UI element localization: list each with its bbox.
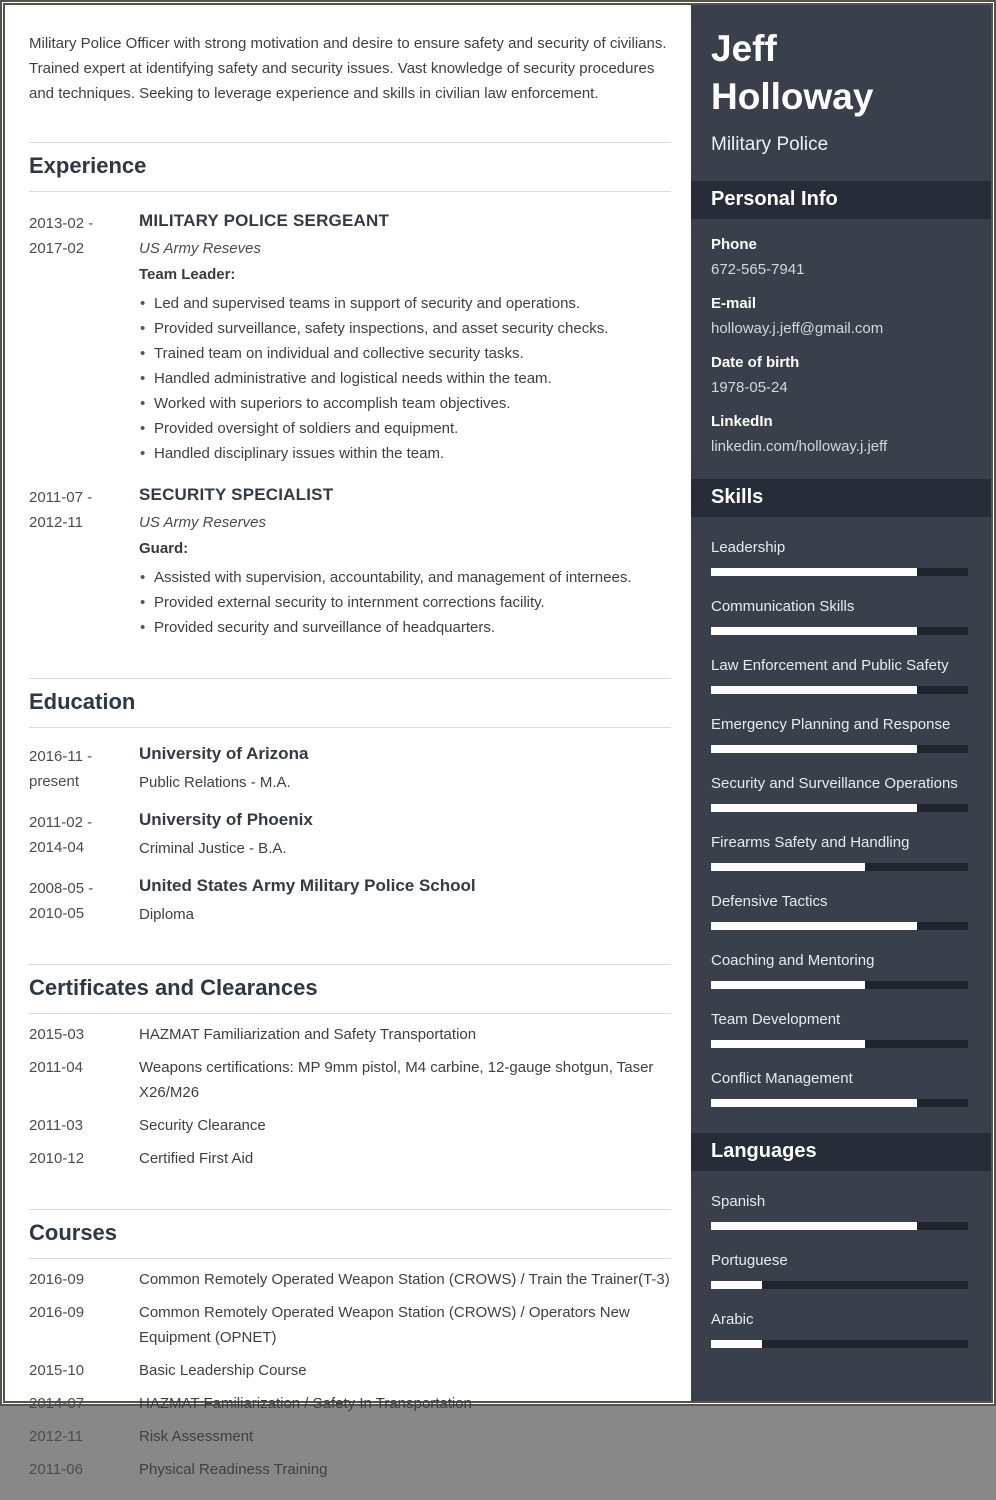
education-body <box>139 744 671 794</box>
certificate-date: 2015-03 <box>29 1026 85 1043</box>
professional-summary: Military Police Officer with strong motivation and desire to ensure safety and security of civilians. Trained expert at identifying safety and security issues. Vast knowledge of security procedures and techniques. Seeking to leverage experience and skills in civilian law enforcement. <box>29 35 667 102</box>
skill-name: Team Development <box>711 1011 841 1028</box>
section-certificates <box>29 964 671 1189</box>
school-name: University of Arizona <box>139 744 309 763</box>
personal-info-label: Date of birth <box>711 354 800 371</box>
skill-name: Defensive Tactics <box>711 893 828 910</box>
education-item <box>29 810 671 860</box>
job-date-start: 2013-02 - <box>29 215 94 232</box>
language-item <box>711 1193 968 1230</box>
skill-bar <box>711 863 968 871</box>
section-title-experience: Experience <box>29 143 671 192</box>
skill-bar <box>711 1099 968 1107</box>
personal-info-label: E-mail <box>711 295 757 312</box>
skills-list <box>691 539 991 1107</box>
personal-info-item <box>711 354 968 396</box>
skill-bar <box>711 1040 968 1048</box>
skill-bar <box>711 686 968 694</box>
course-row <box>29 1267 671 1292</box>
skill-bar <box>711 568 968 576</box>
bullet-item: • Led and supervised teams in support of security and operations. <box>139 291 671 316</box>
education-date-start: 2008-05 - <box>29 880 94 897</box>
job-title: SECURITY SPECIALIST <box>139 485 334 504</box>
job-dates <box>29 211 139 466</box>
language-name: Spanish <box>711 1193 766 1210</box>
education-dates <box>29 744 139 794</box>
job-bullet-list <box>139 291 671 466</box>
skill-item <box>711 952 968 989</box>
course-text: Physical Readiness Training <box>139 1461 328 1478</box>
skill-name: Firearms Safety and Handling <box>711 834 910 851</box>
bullet-item: • Worked with superiors to accomplish team objectives. <box>139 391 671 416</box>
skill-name: Communication Skills <box>711 598 855 615</box>
section-experience <box>29 142 671 658</box>
language-bar <box>711 1340 968 1348</box>
languages-list <box>691 1193 991 1348</box>
language-name: Arabic <box>711 1311 754 1328</box>
skill-bar-fill <box>711 627 917 635</box>
school-name: United States Army Military Police School <box>139 876 476 895</box>
course-date: 2014-07 <box>29 1395 85 1412</box>
job-date-end: 2012-11 <box>29 514 83 531</box>
email-value: holloway.j.jeff@gmail.com <box>711 320 884 337</box>
education-dates <box>29 876 139 926</box>
candidate-name: Jeff Holloway <box>711 28 874 117</box>
skill-item <box>711 539 968 576</box>
certificate-date: 2011-03 <box>29 1117 83 1134</box>
certificate-date: 2011-04 <box>29 1059 83 1076</box>
job-title: MILITARY POLICE SERGEANT <box>139 211 390 230</box>
course-date: 2016-09 <box>29 1271 85 1288</box>
education-item <box>29 876 671 926</box>
personal-info-item <box>711 236 968 278</box>
certificate-text: Security Clearance <box>139 1117 266 1134</box>
skill-bar-fill <box>711 686 917 694</box>
education-dates <box>29 810 139 860</box>
education-list <box>29 744 671 944</box>
main-column <box>5 5 691 1478</box>
bullet-item: • Assisted with supervision, accountability, and management of internees. <box>139 565 671 590</box>
skill-name: Coaching and Mentoring <box>711 952 875 969</box>
course-row <box>29 1358 671 1383</box>
skill-bar-fill <box>711 745 917 753</box>
education-date-start: 2011-02 - <box>29 814 93 831</box>
skill-bar-fill <box>711 863 865 871</box>
certificate-text: HAZMAT Familiarization and Safety Transportation <box>139 1026 477 1043</box>
section-title-courses: Courses <box>29 1210 671 1259</box>
bullet-item: • Handled administrative and logistical needs within the team. <box>139 366 671 391</box>
section-title-certificates: Certificates and Clearances <box>29 965 671 1014</box>
skill-bar <box>711 804 968 812</box>
linkedin-value: linkedin.com/holloway.j.jeff <box>711 438 888 455</box>
education-date-end: 2010-05 <box>29 905 85 922</box>
course-row <box>29 1457 671 1482</box>
certificates-list <box>29 1022 671 1189</box>
bullet-item: • Provided oversight of soldiers and equipment. <box>139 416 671 441</box>
courses-list <box>29 1267 671 1500</box>
job-dates <box>29 485 139 640</box>
job-body <box>139 485 671 640</box>
skill-item <box>711 775 968 812</box>
education-date-end: present <box>29 773 80 790</box>
skill-name: Conflict Management <box>711 1070 853 1087</box>
certificate-row <box>29 1113 671 1138</box>
degree: Public Relations - M.A. <box>139 774 291 791</box>
skill-item <box>711 893 968 930</box>
course-text: Common Remotely Operated Weapon Station (CROWS) / Operators New Equipment (OPNET) <box>139 1304 630 1346</box>
course-text: Common Remotely Operated Weapon Station (CROWS) / Train the Trainer(T-3) <box>139 1271 670 1288</box>
certificate-date: 2010-12 <box>29 1150 85 1167</box>
education-date-start: 2016-11 - <box>29 748 93 765</box>
language-bar <box>711 1222 968 1230</box>
school-name: University of Phoenix <box>139 810 313 829</box>
job-date-end: 2017-02 <box>29 240 85 257</box>
personal-info-item <box>711 413 968 455</box>
section-courses <box>29 1209 671 1500</box>
skill-bar-fill <box>711 981 865 989</box>
languages-header: Languages <box>691 1133 991 1171</box>
skill-bar-fill <box>711 922 917 930</box>
language-bar-fill <box>711 1340 762 1348</box>
course-text: Basic Leadership Course <box>139 1362 307 1379</box>
bullet-item: • Provided surveillance, safety inspections, and asset security checks. <box>139 316 671 341</box>
bullet-item: • Provided security and surveillance of headquarters. <box>139 615 671 640</box>
job-role-label: Team Leader: <box>139 266 236 283</box>
education-item <box>29 744 671 794</box>
language-item <box>711 1311 968 1348</box>
bullet-item: • Provided external security to internment corrections facility. <box>139 590 671 615</box>
job-body <box>139 211 671 466</box>
skill-bar <box>711 981 968 989</box>
course-date: 2015-10 <box>29 1362 85 1379</box>
course-text: HAZMAT Familiarization / Safety In Transportation <box>139 1395 472 1412</box>
education-body <box>139 876 671 926</box>
skill-item <box>711 1011 968 1048</box>
skill-bar-fill <box>711 568 917 576</box>
language-item <box>711 1252 968 1289</box>
birthdate-value: 1978-05-24 <box>711 379 788 396</box>
candidate-job-title: Military Police <box>711 134 829 155</box>
personal-info-header: Personal Info <box>691 181 991 219</box>
skill-bar-fill <box>711 1040 865 1048</box>
job-date-start: 2011-07 - <box>29 489 93 506</box>
personal-info-label: LinkedIn <box>711 413 773 430</box>
skill-bar <box>711 922 968 930</box>
experience-job <box>29 485 671 658</box>
skill-bar <box>711 627 968 635</box>
skills-header: Skills <box>691 479 991 517</box>
experience-job <box>29 211 671 466</box>
skill-item <box>711 716 968 753</box>
personal-info-list <box>691 236 991 455</box>
course-date: 2016-09 <box>29 1304 85 1321</box>
job-company: US Army Reserves <box>139 514 266 531</box>
section-title-education: Education <box>29 679 671 728</box>
skill-item <box>711 598 968 635</box>
certificate-text: Certified First Aid <box>139 1150 254 1167</box>
skill-item <box>711 657 968 694</box>
language-bar <box>711 1281 968 1289</box>
job-bullet-list <box>139 565 671 640</box>
certificate-row <box>29 1055 671 1105</box>
education-date-end: 2014-04 <box>29 839 85 856</box>
degree: Diploma <box>139 906 195 923</box>
sidebar <box>691 5 991 1401</box>
job-role-label: Guard: <box>139 540 189 557</box>
language-name: Portuguese <box>711 1252 788 1269</box>
course-row <box>29 1391 671 1416</box>
skill-name: Emergency Planning and Response <box>711 716 951 733</box>
course-date: 2012-11 <box>29 1428 83 1445</box>
degree: Criminal Justice - B.A. <box>139 840 287 857</box>
certificate-row <box>29 1022 671 1047</box>
job-company: US Army Reseves <box>139 240 261 257</box>
language-bar-fill <box>711 1281 762 1289</box>
certificate-text: Weapons certifications: MP 9mm pistol, M4 carbine, 12-gauge shotgun, Taser X26/M26 <box>139 1059 654 1101</box>
bullet-item: • Handled disciplinary issues within the team. <box>139 441 671 466</box>
course-date: 2011-06 <box>29 1461 83 1478</box>
course-row <box>29 1424 671 1449</box>
personal-info-label: Phone <box>711 236 757 253</box>
skill-name: Law Enforcement and Public Safety <box>711 657 949 674</box>
education-body <box>139 810 671 860</box>
phone-value: 672-565-7941 <box>711 261 805 278</box>
course-row <box>29 1300 671 1350</box>
skill-name: Security and Surveillance Operations <box>711 775 958 792</box>
section-education <box>29 678 671 944</box>
certificate-row <box>29 1146 671 1171</box>
skill-item <box>711 834 968 871</box>
bullet-item: • Trained team on individual and collective security tasks. <box>139 341 671 366</box>
skill-name: Leadership <box>711 539 786 556</box>
personal-info-item <box>711 295 968 337</box>
skill-item <box>711 1070 968 1107</box>
skill-bar <box>711 745 968 753</box>
skill-bar-fill <box>711 1099 917 1107</box>
course-text: Risk Assessment <box>139 1428 254 1445</box>
skill-bar-fill <box>711 804 917 812</box>
language-bar-fill <box>711 1222 917 1230</box>
